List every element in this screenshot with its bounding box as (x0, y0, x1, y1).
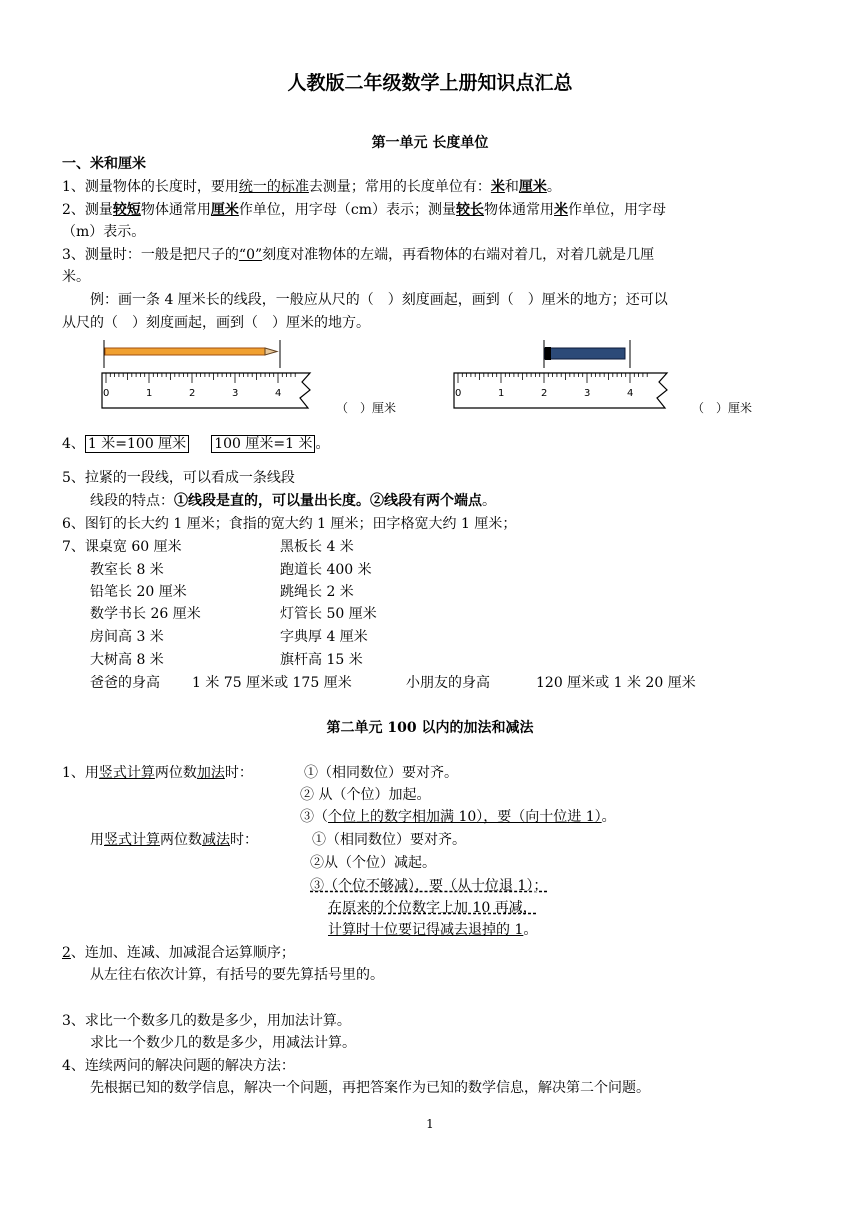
text: 竖式计算 (104, 832, 160, 848)
p7-right: 跑道长 400 米 (280, 562, 372, 578)
text: 3、测量时：一般是把尺子的 (62, 247, 239, 263)
subtraction-rule-1: ①（相同数位）要对齐。 (312, 832, 466, 848)
subtraction-intro (90, 830, 258, 850)
p7-left: 房间高 3 米 (90, 629, 164, 645)
ruler-figure-1 (100, 338, 330, 416)
tick-label: 4 (275, 388, 282, 399)
boxed-text: 100 厘米=1 米 (211, 435, 315, 453)
text: 线段的特点： (90, 493, 174, 509)
text: 。 (315, 436, 330, 452)
p7-left: 大树高 8 米 (90, 652, 164, 668)
pencil-tip (265, 348, 277, 355)
tick-label: 1 (146, 388, 153, 399)
p7-last-value-2: 120 厘米或 1 米 20 厘米 (536, 675, 696, 691)
tick-label: 3 (584, 388, 591, 399)
ruler-figure-2 (452, 338, 687, 416)
subtraction-rule-2: ②从（个位）减起。 (310, 855, 436, 871)
text: 米 (490, 179, 505, 195)
point-3-compare-cont: 求比一个数少几的数是多少，用减法计算。 (90, 1035, 356, 1051)
p7-last-value-1: 1 米 75 厘米或 175 厘米 (192, 675, 352, 691)
tick-label: 2 (189, 388, 196, 399)
point-5-features (90, 491, 496, 511)
text: 两位数 (160, 832, 202, 848)
tick-label: 4 (627, 388, 634, 399)
text: 较长 (456, 202, 485, 218)
text: 两位数 (154, 765, 197, 781)
text: 4、 (62, 436, 85, 452)
text: 、连加、连减、加减混合运算顺序； (70, 945, 295, 961)
ruler-1-answer: （ ）厘米 (336, 401, 397, 415)
text: 。 (546, 179, 561, 195)
subtraction-rule-4: 在原来的个位数字上加 10 再减， (328, 900, 537, 916)
text: 1、用 (62, 765, 99, 781)
text: 2 (62, 945, 71, 961)
p7-left: 数学书长 26 厘米 (90, 606, 201, 622)
unit1-heading: 第一单元 长度单位 (371, 135, 489, 151)
addition-rule-2: ② 从（个位）加起。 (300, 787, 431, 803)
text: 厘米 (210, 202, 239, 218)
point-2-order (62, 943, 295, 963)
text: 1、测量物体的长度时，要用 (62, 179, 239, 195)
text: 去测量；常用的长度单位有： (308, 179, 491, 195)
point-3 (62, 245, 654, 265)
text: ③（ (300, 809, 328, 825)
p7-right: 旗杆高 15 米 (280, 652, 363, 668)
text: 物体通常用 (140, 202, 211, 218)
p7-left: 铅笔长 20 厘米 (90, 584, 187, 600)
text: 减法 (202, 832, 230, 848)
document-title: 人教版二年级数学上册知识点汇总 (287, 72, 573, 94)
text: 加法 (196, 765, 225, 781)
p7-last-label-2: 小朋友的身高 (406, 675, 490, 691)
unit2-heading: 第二单元 100 以内的加法和减法 (326, 720, 534, 736)
ruler-2-answer: （ ）厘米 (692, 401, 753, 415)
point-5: 5、拉紧的一段线，可以看成一条线段 (62, 470, 295, 486)
point-2-cont: （m）表示。 (62, 224, 146, 240)
text: 个位上的数字相加满 10），要（向十位进 1） (328, 809, 602, 825)
text: 时： (224, 765, 253, 781)
point-4 (62, 434, 329, 454)
p7-last-label-1: 爸爸的身高 (90, 675, 160, 691)
text: 厘米 (518, 179, 547, 195)
pencil-end (545, 347, 551, 360)
text: 。 (601, 809, 616, 825)
text: 较短 (112, 202, 141, 218)
text: 刻度对准物体的左端，再看物体的右端对着几，对着几就是几厘 (262, 247, 655, 263)
text: 用 (90, 832, 104, 848)
tick-label: 2 (541, 388, 548, 399)
pencil-body (545, 348, 625, 359)
text: 统一的标准 (238, 179, 309, 195)
p7-right: 字典厚 4 厘米 (280, 629, 368, 645)
p7-right: 黑板长 4 米 (280, 539, 354, 555)
example-line-2: 从尺的（ ）刻度画起，画到（ ）厘米的地方。 (62, 315, 370, 331)
point-2 (62, 200, 666, 220)
subtraction-rule-5 (328, 920, 537, 940)
text: “0” (238, 247, 263, 263)
section1-heading: 一、米和厘米 (62, 156, 146, 172)
text: 时： (230, 832, 258, 848)
point-3-compare: 3、求比一个数多几的数是多少，用加法计算。 (62, 1013, 351, 1029)
text: 。 (523, 922, 538, 938)
text: 竖式计算 (98, 765, 155, 781)
point-1 (62, 177, 561, 197)
p7-left: 7、课桌宽 60 厘米 (62, 539, 182, 555)
tick-label: 0 (455, 388, 462, 399)
point-2-order-cont: 从左往右依次计算，有括号的要先算括号里的。 (90, 967, 384, 983)
point-4-twostep: 4、连续两问的解决问题的解决方法： (62, 1058, 295, 1074)
point-6: 6、图钉的长大约 1 厘米；食指的宽大约 1 厘米；田字格宽大约 1 厘米； (62, 516, 517, 532)
subtraction-rule-3: ③（个位不够减），要（从十位退 1）； (310, 878, 548, 894)
ruler-body (454, 373, 667, 408)
addition-rule-1: ①（相同数位）要对齐。 (304, 765, 458, 781)
text: 。 (482, 493, 496, 509)
example-line-1: 例：画一条 4 厘米长的线段，一般应从尺的（ ）刻度画起，画到（ ）厘米的地方；还可以 (90, 292, 668, 308)
point-4-twostep-cont: 先根据已知的数学信息，解决一个问题，再把答案作为已知的数学信息，解决第二个问题。 (90, 1080, 650, 1096)
text: 米 (554, 202, 569, 218)
page-number: 1 (426, 1117, 434, 1131)
text: 2、测量 (62, 202, 113, 218)
text: ①线段是直的，可以量出长度。②线段有两个端点 (174, 493, 482, 509)
text: 作单位，用字母（cm）表示；测量 (238, 202, 457, 218)
text: 和 (504, 179, 519, 195)
tick-label: 3 (232, 388, 239, 399)
p7-left: 教室长 8 米 (90, 562, 164, 578)
text: 作单位，用字母 (568, 202, 667, 218)
p7-right: 灯管长 50 厘米 (280, 606, 377, 622)
pencil-body (105, 348, 265, 355)
boxed-text: 1 米=100 厘米 (85, 435, 189, 453)
tick-label: 1 (498, 388, 505, 399)
text: 物体通常用 (484, 202, 555, 218)
p7-right: 跳绳长 2 米 (280, 584, 354, 600)
point-3-cont: 米。 (62, 269, 90, 285)
text: 计算时十位要记得减去退掉的 1 (328, 922, 524, 938)
tick-label: 0 (103, 388, 110, 399)
addition-rule-3 (300, 807, 616, 827)
addition-intro (62, 763, 253, 783)
